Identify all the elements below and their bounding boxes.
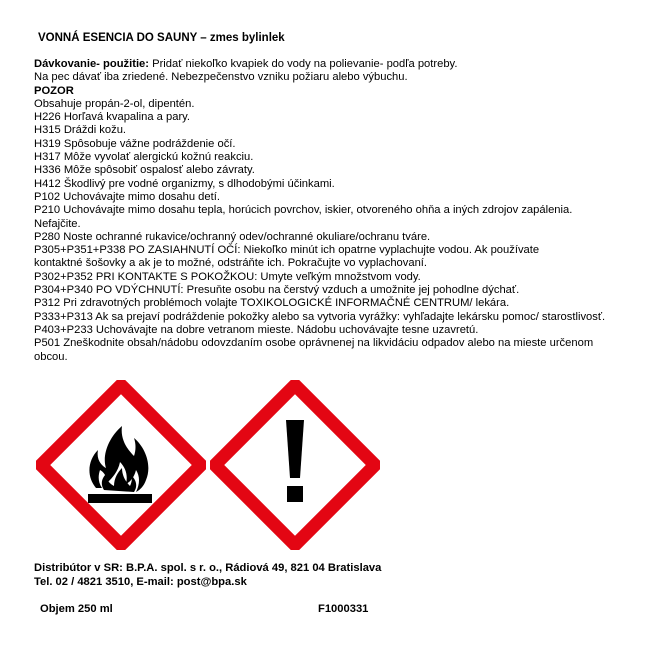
statement-line: H336 Môže spôsobiť ospalosť alebo závraty. [34, 164, 255, 177]
statement-line: P312 Pri zdravotných problémoch volajte TOXIKOLOGICKÉ INFORMAČNÉ CENTRUM/ lekára. [34, 297, 510, 310]
dosage-line [34, 58, 664, 71]
statement-line: H412 Škodlivý pre vodné organizmy, s dlhodobými účinkami. [34, 177, 335, 190]
statement-line: P302+P352 PRI KONTAKTE S POKOŽKOU: Umyte veľkým množstvom vody. [34, 270, 421, 283]
statement-line: Nefajčite. [34, 217, 81, 230]
statement-line: H319 Spôsobuje vážne podráždenie očí. [34, 137, 236, 150]
statement-line: P210 Uchovávajte mimo dosahu tepla, horúcich povrchov, iskier, otvoreného ohňa a iných zdrojov zapálenia. [34, 204, 573, 217]
statement-line: H315 Dráždi kožu. [34, 124, 127, 137]
statement-line: P102 Uchovávajte mimo dosahu detí. [34, 190, 220, 203]
label-text-block [34, 58, 664, 364]
distributor-info [34, 562, 381, 589]
warning-heading: POZOR [34, 84, 74, 97]
statement-line: P501 Zneškodnite obsah/nádobu odovzdaním osobe oprávnenej na likvidáciu odpadov alebo na mieste určenom [34, 337, 594, 350]
exclamation-hazard-icon [210, 380, 380, 550]
product-title: VONNÁ ESENCIA DO SAUNY – zmes bylinlek [38, 32, 285, 44]
flame-hazard-icon [36, 380, 206, 550]
dosage-text: Pridať niekoľko kvapiek do vody na polievanie- podľa potreby. [149, 58, 458, 70]
dosage-label: Dávkovanie- použitie: [34, 58, 150, 70]
distributor-contact: Tel. 02 / 4821 3510, E-mail: post@bpa.sk [34, 575, 247, 588]
statement-line: Obsahuje propán-2-ol, dipentén. [34, 97, 195, 110]
hazard-pictograms [36, 380, 396, 550]
statement-line: H226 Horľavá kvapalina a pary. [34, 111, 191, 124]
statement-line: P304+P340 PO VDÝCHNUTÍ: Presuňte osobu na čerstvý vzduch a umožnite jej pohodlne dýchať. [34, 284, 520, 297]
statement-line: H317 Môže vyvolať alergickú kožnú reakciu. [34, 151, 254, 164]
statement-line: obcou. [34, 350, 68, 363]
dosage-line-2: Na pec dávať iba zriedené. Nebezpečenstvo vzniku požiaru alebo výbuchu. [34, 71, 408, 84]
statement-line: P403+P233 Uchovávajte na dobre vetranom mieste. Nádobu uchovávajte tesne uzavretú. [34, 323, 479, 336]
statement-line: P305+P351+P338 PO ZASIAHNUTÍ OČÍ: Niekoľko minút ich opatrne vyplachujte vodou. Ak používate [34, 244, 540, 257]
distributor-address: Distribútor v SR: B.P.A. spol. s r. o., Rádiová 49, 821 04 Bratislava [34, 562, 382, 574]
product-code: F1000331 [318, 603, 369, 615]
statement-line: kontaktné šošovky a ak je to možné, odstráňte ich. Pokračujte vo vyplachovaní. [34, 257, 428, 270]
volume-label: Objem 250 ml [40, 603, 113, 615]
statement-line: P333+P313 Ak sa prejaví podráždenie pokožky alebo sa vytvoria vyrážky: vyhľadajte lekársku pomoc/ starostlivosť. [34, 310, 606, 323]
statement-line: P280 Noste ochranné rukavice/ochranný odev/ochranné okuliare/ochranu tváre. [34, 230, 431, 243]
